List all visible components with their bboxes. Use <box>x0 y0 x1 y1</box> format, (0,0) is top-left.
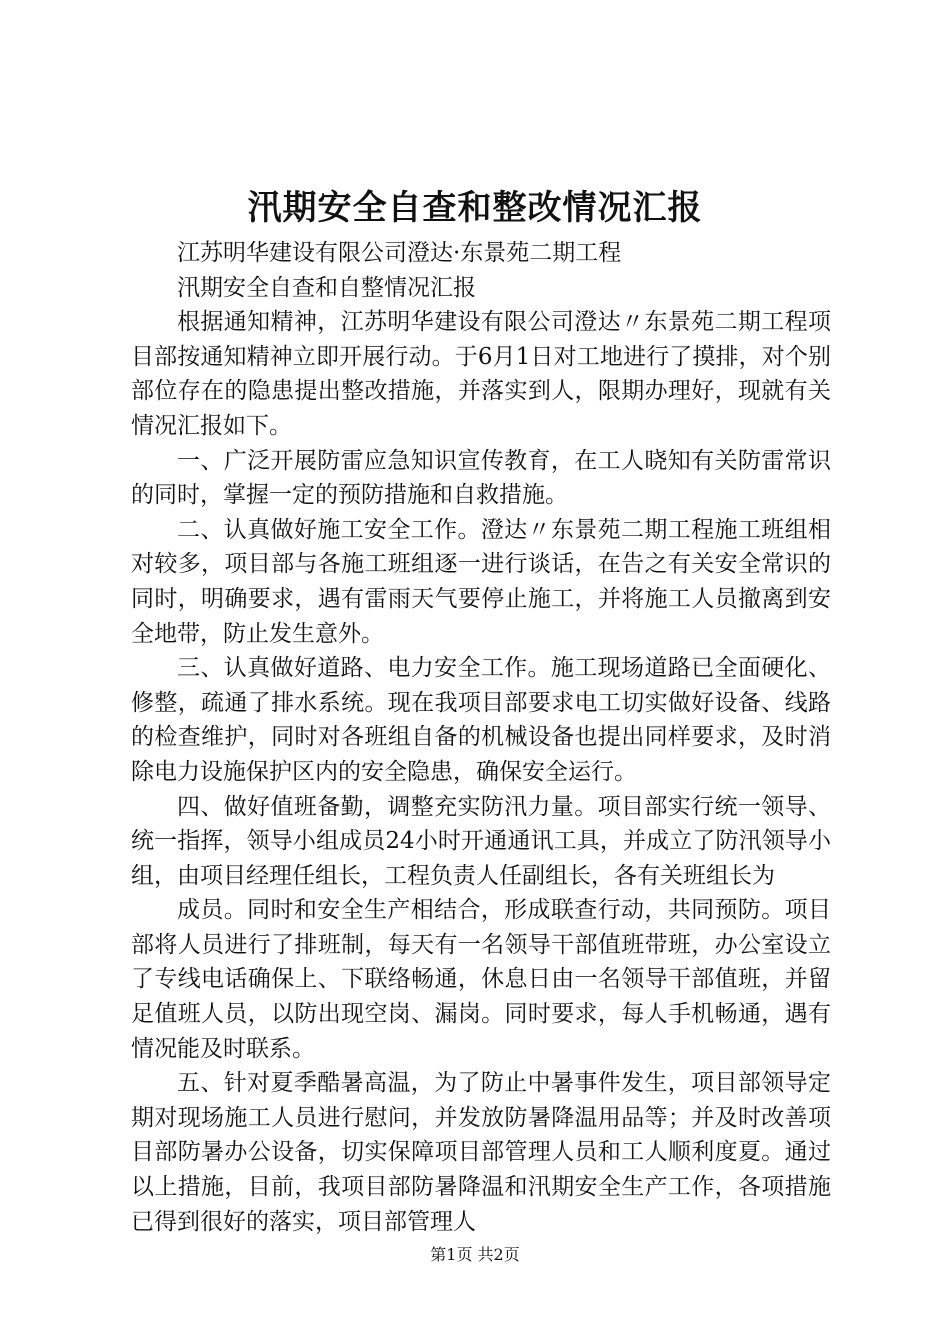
document-body <box>131 236 831 1239</box>
section-five-paragraph: 五、针对夏季酷暑高温，为了防止中暑事件发生，项目部领导定期对现场施工人员进行慰问，并发放防暑降温用品等；并及时改善项目部防暑办公设备，切实保障项目部管理人员和工人顺利度夏。通过以上措施，目前，我项目部防暑降温和汛期安全生产工作，各项措施已得到很好的落实，项目部管理人 <box>131 1070 831 1235</box>
section-two-paragraph: 二、认真做好施工安全工作。澄达〃东景苑二期工程施工班组相对较多，项目部与各施工班组逐一进行谈话，在告之有关安全常识的同时，明确要求，遇有雷雨天气要停止施工，并将施工人员撤离到安全地带，防止发生意外。 <box>131 516 831 647</box>
section-three-paragraph: 三、认真做好道路、电力安全工作。施工现场道路已全面硬化、修整，疏通了排水系统。现在我项目部要求电工切实做好设备、线路的检查维护，同时对各班组自备的机械设备也提出同样要求，及时消除电力设施保护区内的安全隐患，确保安全运行。 <box>131 655 831 785</box>
intro-paragraph: 根据通知精神，江苏明华建设有限公司澄达〃东景苑二期工程项目部按通知精神立即开展行动。于6月1日对工地进行了摸排，对个别部位存在的隐患提出整改措施，并落实到人，限期办理好，现就有关情况汇报如下。 <box>131 309 831 439</box>
report-subtitle: 汛期安全自查和自整情况汇报 <box>177 274 476 301</box>
section-four-continued-paragraph: 成员。同时和安全生产相结合，形成联查行动，共同预防。项目部将人员进行了排班制，每天有一名领导干部值班带班，办公室设立了专线电话确保上、下联络畅通，休息日由一名领导干部值班，并留足值班人员，以防出现空岗、漏岗。同时要求，每人手机畅通，遇有情况能及时联系。 <box>131 897 831 1062</box>
page-number-footer: 第1页 共2页 <box>430 1245 520 1264</box>
section-four-paragraph: 四、做好值班备勤，调整充实防汛力量。项目部实行统一领导、统一指挥，领导小组成员24小时开通通讯工具，并成立了防汛领导小组，由项目经理任组长，工程负责人任副组长，各有关班组长为 <box>131 793 831 889</box>
document-title: 汛期安全自查和整改情况汇报 <box>247 188 703 228</box>
section-one-paragraph: 一、广泛开展防雷应急知识宣传教育，在工人晓知有关防雷常识的同时，掌握一定的预防措施和自救措施。 <box>131 447 831 509</box>
company-project-line: 江苏明华建设有限公司澄达·东景苑二期工程 <box>177 240 622 266</box>
